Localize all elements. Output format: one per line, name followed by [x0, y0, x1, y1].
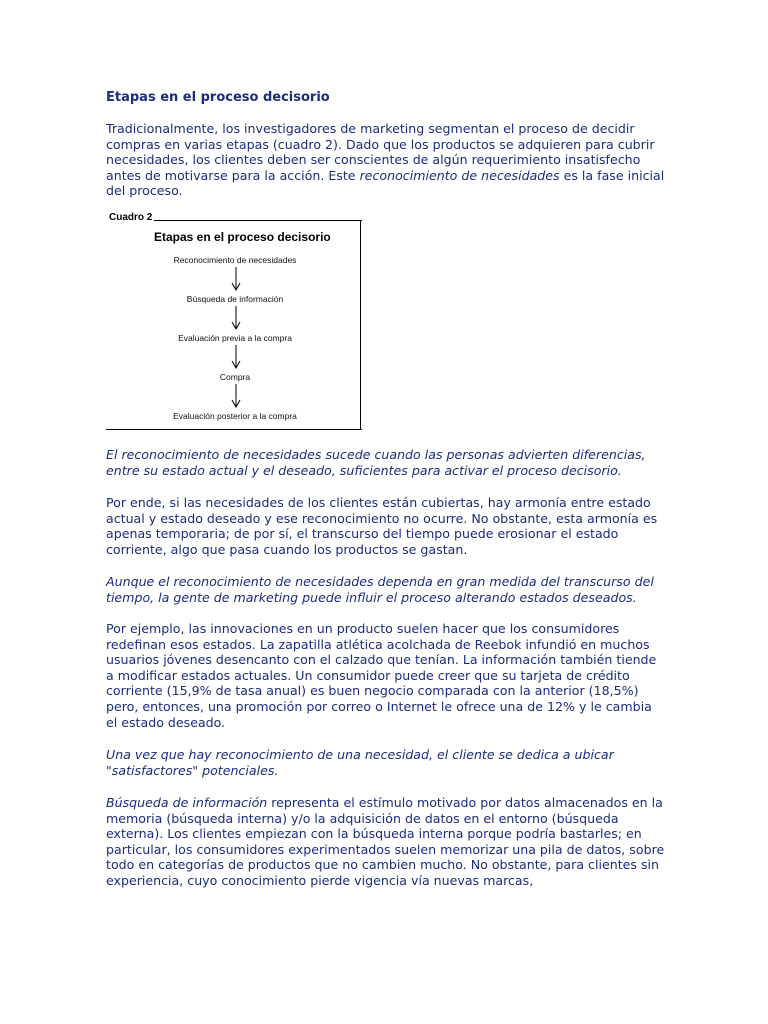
figure-cuadro-2 [106, 208, 362, 432]
paragraph-search-text: representa el estímulo motivado por datos almacenados en la memoria (búsqueda interna) y/o la adquisición de datos en el entorno (búsqueda externa). Los clientes empiezan con la búsqueda interna porque podría bastarles; en particular, los consumidores experimentados suelen memorizar una pila de datos, sobre todo en categorías de productos que no cambien mucho. No obstante, para clientes sin experiencia, cuyo conocimiento pierde vigencia vía nuevas marcas, [106, 795, 665, 888]
paragraph-harmony: Por ende, si las necesidades de los clientes están cubiertas, hay armonía entre estado actual y estado deseado y ese reconocimiento no ocurre. No obstante, esta armonía es apenas temporaria; de por sí, el transcurso del tiempo puede erosionar el estado corriente, algo que pasa cuando los productos se gastan. [106, 495, 658, 557]
paragraph-need-recognition: El reconocimiento de necesidades sucede cuando las personas advierten diferencias, entre su estado actual y el deseado, suficientes para activar el proceso decisorio. [106, 447, 646, 478]
section-heading: Etapas en el proceso decisorio [106, 90, 330, 105]
figure-label: Cuadro 2 [109, 212, 153, 223]
figure-step-2: Búsqueda de información [186, 294, 284, 304]
figure-title: Etapas en el proceso decisorio [154, 230, 331, 244]
figure-step-1: Reconocimiento de necesidades [173, 255, 297, 265]
figure-bottom-rule [106, 429, 362, 430]
paragraph-intro-emphasis: reconocimiento de necesidades [359, 167, 560, 183]
paragraph-satisfiers: Una vez que hay reconocimiento de una necesidad, el cliente se dedica a ubicar "satisfactores" potenciales. [106, 747, 614, 778]
paragraph-marketing-influence: Aunque el reconocimiento de necesidades dependa en gran medida del transcurso del tiempo, la gente de marketing puede influir el proceso alterando estados deseados. [106, 574, 654, 605]
arrow-down-icon [231, 267, 241, 291]
figure-step-5: Evaluación posterior a la compra [173, 411, 297, 421]
arrow-down-icon [231, 345, 241, 369]
arrow-down-icon [231, 306, 241, 330]
paragraph-information-search [106, 795, 666, 889]
paragraph-intro [106, 121, 666, 199]
paragraph-example: Por ejemplo, las innovaciones en un producto suelen hacer que los consumidores redefinan esos estados. La zapatilla atlética acolchada de Reebok infundió en muchos usuarios jóvenes desencanto con el calzado que tenían. La información también tiende a modificar estados actuales. Un consumidor puede creer que su tarjeta de crédito corriente (15,9% de tasa anual) es buen negocio comparada con la anterior (18,5%) pero, entonces, una promoción por correo o Internet le ofrece una de 12% y le cambia el estado deseado. [106, 621, 657, 730]
figure-step-3: Evaluación previa a la compra [178, 333, 292, 343]
paragraph-search-emphasis: Búsqueda de información [106, 795, 268, 810]
paragraph-intro-text-a: Tradicionalmente, los investigadores de marketing segmentan el proceso de decidir compras en varias etapas (cuadro 2). Dado que los productos se adquieren para cubrir necesidades, los clientes deben ser conscientes de algún requerimiento insatisfecho antes de motivarse para la acción. Este [106, 121, 655, 183]
figure-step-4: Compra [219, 372, 251, 382]
figure-top-rule [154, 220, 362, 221]
paragraph-intro-text-b: es la fase inicial del proceso. [106, 167, 665, 199]
arrow-down-icon [231, 384, 241, 408]
figure-right-rule [360, 220, 361, 430]
